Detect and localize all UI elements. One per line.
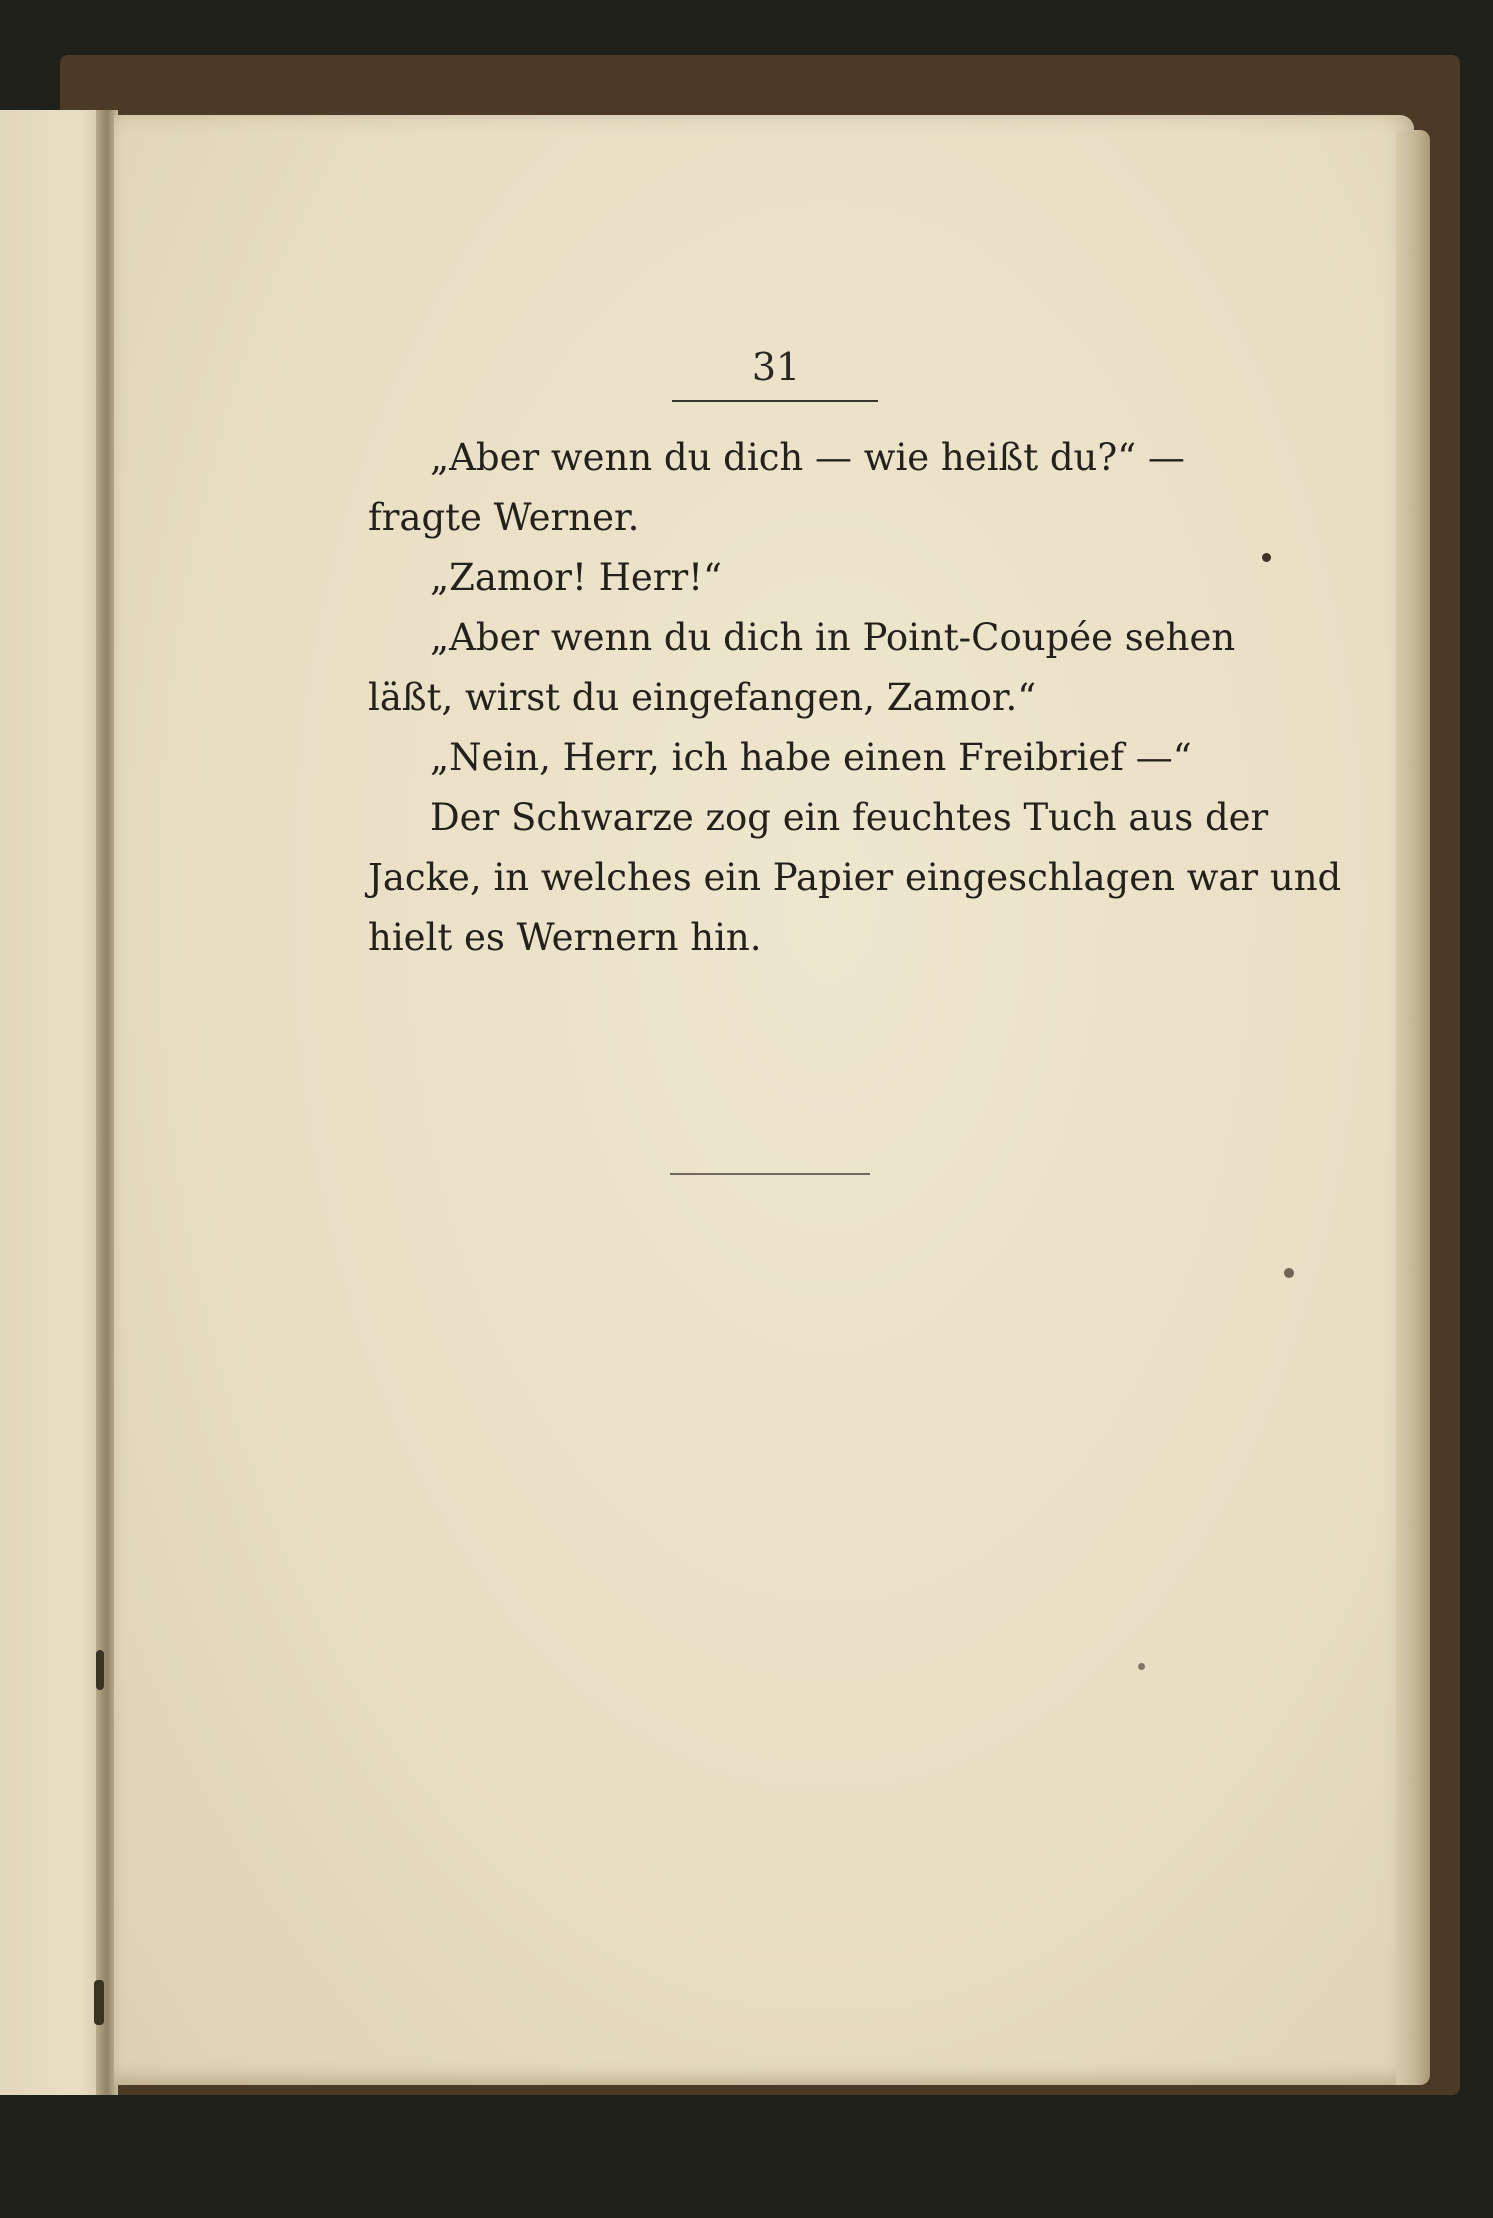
text-line: hielt es Wernern hin. — [368, 916, 762, 959]
foxing-spot — [94, 1980, 104, 2025]
section-rule — [670, 1173, 870, 1175]
text-line: Jacke, in welches ein Papier eingeschlagen war und — [368, 856, 1342, 899]
text-line: läßt, wirst du eingefangen, Zamor.“ — [368, 676, 1037, 719]
header-rule — [672, 400, 878, 402]
page-number: 31 — [751, 345, 801, 389]
foxing-spot — [1284, 1268, 1294, 1278]
text-line: „Zamor! Herr!“ — [430, 556, 722, 599]
right-page — [114, 115, 1414, 2085]
text-line: „Aber wenn du dich in Point-Coupée sehen — [430, 616, 1236, 659]
foxing-spot — [1138, 1663, 1145, 1670]
text-line: „Nein, Herr, ich habe einen Freibrief —“ — [430, 736, 1192, 779]
page-fore-edge — [1396, 130, 1430, 2085]
text-line: Der Schwarze zog ein feuchtes Tuch aus der — [430, 796, 1269, 839]
foxing-spot — [96, 1650, 104, 1690]
text-line: fragte Werner. — [368, 496, 640, 539]
foxing-spot — [1262, 553, 1271, 562]
text-line: „Aber wenn du dich — wie heißt du?“ — — [430, 436, 1185, 479]
body-text — [368, 428, 1342, 968]
